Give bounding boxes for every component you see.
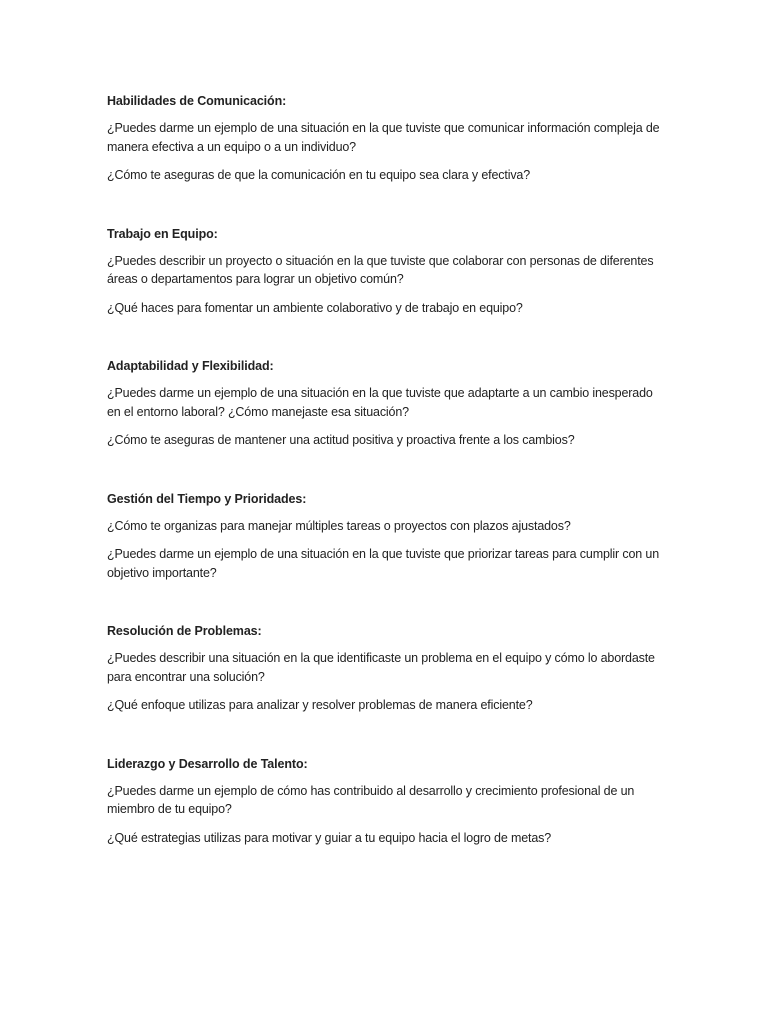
question-item: ¿Puedes darme un ejemplo de una situación en la que tuviste que comunicar información compleja de manera efectiva a un equipo o a un individuo? [107, 121, 660, 154]
question-item: ¿Puedes describir una situación en la que identificaste un problema en el equipo y cómo lo abordaste para encontrar una solución? [107, 651, 655, 684]
section-heading: Adaptabilidad y Flexibilidad: [107, 359, 274, 373]
section-communication [107, 92, 668, 185]
section-heading: Trabajo en Equipo: [107, 226, 218, 241]
section-leadership [107, 755, 668, 848]
question-item: ¿Qué estrategias utilizas para motivar y guiar a tu equipo hacia el logro de metas? [107, 830, 552, 845]
section-heading: Liderazgo y Desarrollo de Talento: [107, 756, 308, 771]
section-problem-solving [107, 622, 668, 715]
section-teamwork [107, 225, 668, 318]
section-heading: Gestión del Tiempo y Prioridades: [107, 491, 307, 506]
question-item: ¿Puedes darme un ejemplo de cómo has contribuido al desarrollo y crecimiento profesional de un miembro de tu equipo? [107, 783, 635, 816]
question-item: ¿Puedes darme un ejemplo de una situación en la que tuviste que adaptarte a un cambio inesperado en el entorno laboral? ¿Cómo manejaste esa situación? [107, 386, 653, 419]
question-item: ¿Puedes darme un ejemplo de una situación en la que tuviste que priorizar tareas para cumplir con un objetivo importante? [107, 547, 659, 580]
section-heading: Habilidades de Comunicación: [107, 94, 287, 108]
question-item: ¿Qué enfoque utilizas para analizar y resolver problemas de manera eficiente? [107, 698, 533, 712]
question-item: ¿Cómo te aseguras de mantener una actitud positiva y proactiva frente a los cambios? [107, 433, 575, 447]
section-adaptability [107, 357, 668, 450]
section-time-management [107, 490, 668, 583]
question-item: ¿Cómo te aseguras de que la comunicación en tu equipo sea clara y efectiva? [107, 168, 531, 182]
question-item: ¿Qué haces para fomentar un ambiente colaborativo y de trabajo en equipo? [107, 300, 523, 315]
section-heading: Resolución de Problemas: [107, 624, 262, 638]
question-item: ¿Puedes describir un proyecto o situación en la que tuviste que colaborar con personas de diferentes áreas o departamentos para lograr un objetivo común? [107, 253, 654, 286]
question-item: ¿Cómo te organizas para manejar múltiples tareas o proyectos con plazos ajustados? [107, 518, 571, 533]
